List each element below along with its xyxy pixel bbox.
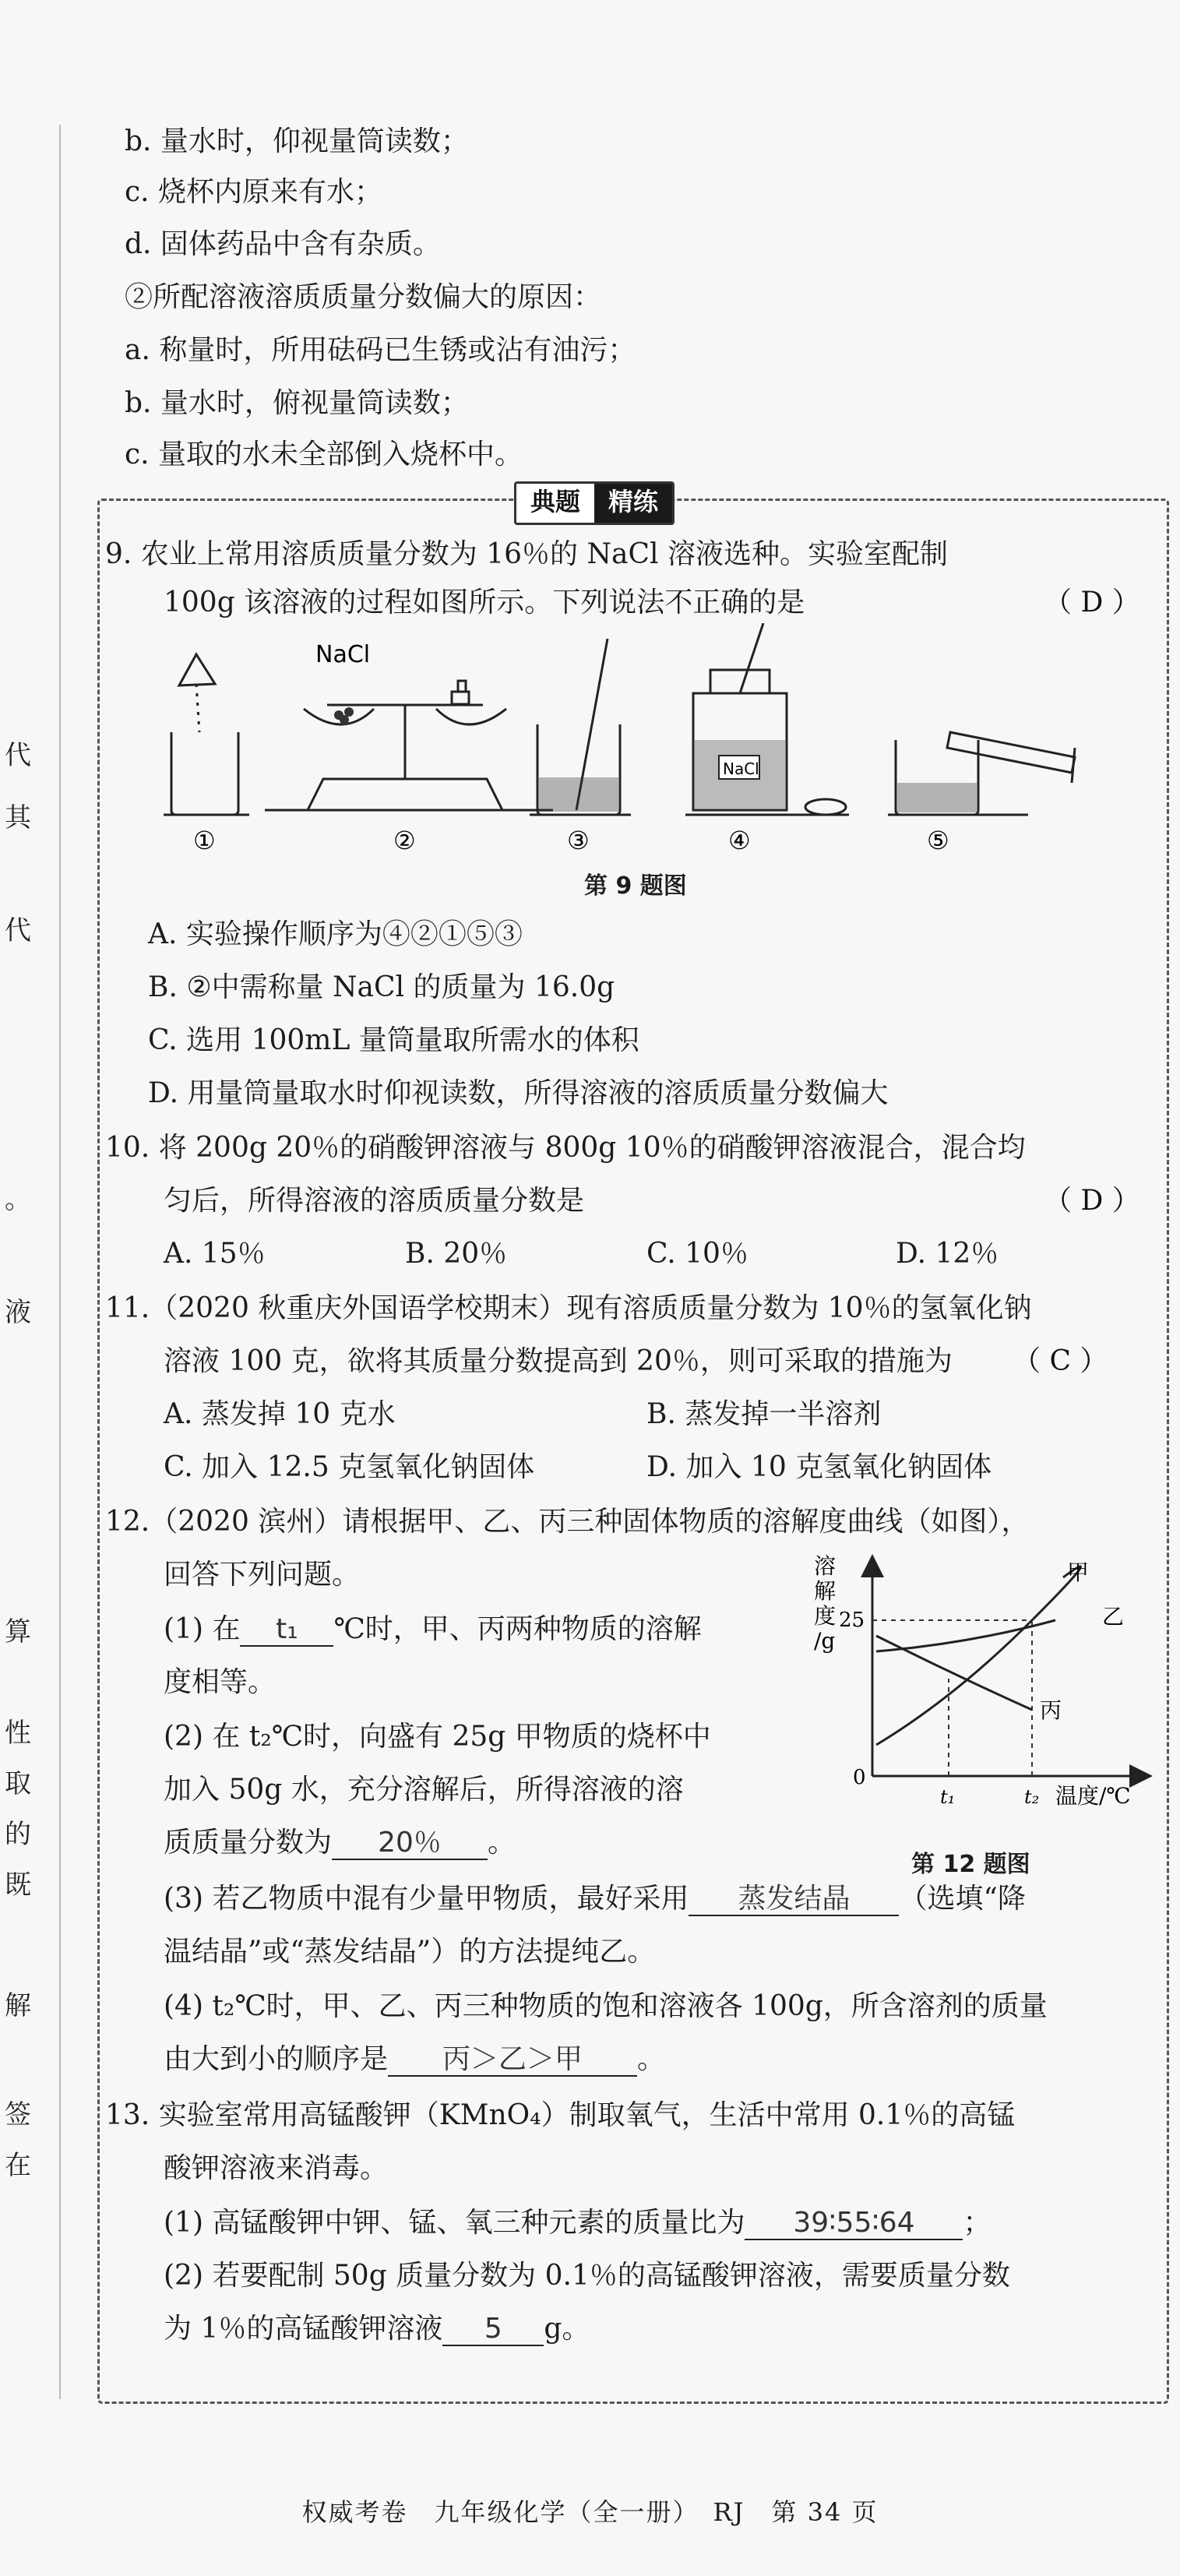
margin-char: 签: [5, 2099, 31, 2130]
q10-stem: 10. 将 200g 20％的硝酸钾溶液与 800g 10％的硝酸钾溶液混合，混合均: [105, 1132, 1026, 1164]
margin-char: 其: [5, 802, 31, 833]
q11-option: B. 蒸发掉一半溶剂: [646, 1398, 882, 1430]
q11-option: C. 加入 12.5 克氢氧化钠固体: [164, 1451, 535, 1483]
q12-blank-2: 20％: [332, 1827, 488, 1860]
text-line: ②所配溶液溶质质量分数偏大的原因：: [125, 281, 602, 313]
q11-stem: 溶液 100 克，欲将其质量分数提高到 20％，则可采取的措施为: [164, 1345, 953, 1377]
section-badge: [514, 481, 675, 525]
q12-p4c: 。: [637, 2043, 666, 2075]
series-label-yi: 乙: [1102, 1604, 1125, 1630]
q12-p4a: (4) t₂℃时，甲、乙、丙三种物质的饱和溶液各 100g，所含溶剂的质量: [164, 1990, 1048, 2022]
q13-part2-end: [164, 2312, 590, 2346]
q13-p1b: ；: [963, 2207, 992, 2239]
q10-option: B. 20％: [405, 1238, 508, 1270]
text-line: a. 称量时，所用砝码已生锈或沾有油污；: [125, 334, 636, 366]
q12-p3c: 温结晶”或“蒸发结晶”）的方法提纯乙。: [164, 1936, 656, 1968]
q13-p2c: g。: [544, 2313, 590, 2345]
margin-char: 既: [5, 1869, 31, 1901]
step-label: ⑤: [927, 826, 949, 855]
jar-label: NaCl: [723, 759, 759, 778]
curve-bing: [876, 1636, 1032, 1710]
text-line: c. 量取的水未全部倒入烧杯中。: [125, 439, 523, 470]
q13-p2a: (2) 若要配制 50g 质量分数为 0.1％的高锰酸钾溶液，需要质量分数: [164, 2260, 1010, 2292]
y-label: 溶: [814, 1553, 837, 1579]
margin-char: 算: [5, 1616, 31, 1647]
q12-p2d: 。: [488, 1827, 516, 1859]
q12-stem: 回答下列问题。: [164, 1559, 361, 1591]
q12-blank-1: t₁: [240, 1614, 333, 1647]
nacl-label: NaCl: [315, 641, 371, 668]
text-line: b. 量水时，仰视量筒读数；: [125, 125, 469, 157]
y-label: 解: [814, 1578, 837, 1604]
y-tick-25: 25: [839, 1609, 865, 1632]
q13-stem: 13. 实验室常用高锰酸钾（KMnO₄）制取氧气，生活中常用 0.1％的高锰: [105, 2099, 1016, 2131]
margin-char: 。: [5, 1184, 31, 1215]
margin-char: 代: [5, 915, 31, 946]
badge-right: 精练: [594, 484, 672, 523]
q9-caption: 第 9 题图: [584, 872, 687, 900]
q12-p3b: （选填“降: [899, 1883, 1026, 1915]
text-line: c. 烧杯内原来有水；: [125, 176, 383, 208]
margin-rule: [59, 125, 61, 2399]
margin-char: 液: [5, 1297, 31, 1328]
q12-p1c: 度相等。: [164, 1666, 277, 1698]
q11-answer: （ C ）: [1013, 1345, 1108, 1377]
q11-option: A. 蒸发掉 10 克水: [164, 1398, 396, 1430]
x-label: 温度/℃: [1055, 1783, 1131, 1809]
q12-stem: 12.（2020 滨州）请根据甲、乙、丙三种固体物质的溶解度曲线（如图），: [105, 1506, 1030, 1538]
q9-option: D. 用量筒量取水时仰视读数，所得溶液的溶质质量分数偏大: [148, 1077, 889, 1109]
q12-p3a: (3) 若乙物质中混有少量甲物质，最好采用: [164, 1883, 689, 1915]
margin-char: 性: [5, 1718, 31, 1749]
text-line: b. 量水时，俯视量筒读数；: [125, 387, 469, 419]
q12-p2b: 加入 50g 水，充分溶解后，所得溶液的溶: [164, 1774, 684, 1806]
q11-stem: 11.（2020 秋重庆外国语学校期末）现有溶质质量分数为 10％的氢氧化钠: [105, 1292, 1032, 1324]
q12-caption: 第 12 题图: [911, 1851, 1030, 1878]
text-line: d. 固体药品中含有杂质。: [125, 228, 441, 260]
q12-solubility-graph: [798, 1550, 1157, 1838]
q12-p1b: ℃时，甲、丙两种物质的溶解: [333, 1613, 702, 1645]
q9-option: A. 实验操作顺序为④②①⑤③: [148, 918, 523, 950]
q12-p4b: 由大到小的顺序是: [164, 2043, 389, 2075]
series-label-jia: 甲: [1067, 1559, 1090, 1585]
q9-option: B. ②中需称量 NaCl 的质量为 16.0g: [148, 971, 615, 1003]
x-tick-t1: t₁: [940, 1786, 956, 1808]
series-label-bing: 丙: [1040, 1697, 1062, 1723]
q12-p1a: (1) 在: [164, 1613, 241, 1645]
q12-p2c: 质质量分数为: [164, 1827, 333, 1859]
q9-stem: 100g 该溶液的过程如图所示。下列说法不正确的是: [164, 587, 805, 618]
origin-label: 0: [853, 1766, 866, 1789]
step-label: ④: [728, 826, 751, 855]
q10-answer: （ D ）: [1044, 1185, 1140, 1217]
q11-option: D. 加入 10 克氢氧化钠固体: [646, 1451, 992, 1483]
q10-option: A. 15％: [164, 1238, 266, 1270]
page-footer: 权威考卷 九年级化学（全一册） RJ 第 34 页: [301, 2497, 879, 2527]
y-label: /g: [814, 1628, 836, 1654]
margin-char: 在: [5, 2150, 31, 2181]
q10-option: D. 12％: [896, 1238, 999, 1270]
step-label: ②: [393, 826, 416, 855]
y-label: 度: [814, 1603, 837, 1629]
q12-part4-end: [164, 2042, 665, 2077]
q13-p2b: 为 1％的高锰酸钾溶液: [164, 2313, 443, 2345]
margin-char: 代: [5, 740, 31, 771]
q10-stem: 匀后，所得溶液的溶质质量分数是: [164, 1185, 585, 1217]
q10-option: C. 10％: [646, 1238, 749, 1270]
q13-p1a: (1) 高锰酸钾中钾、锰、氧三种元素的质量比为: [164, 2207, 745, 2239]
q13-blank-1: 39∶55∶64: [745, 2208, 963, 2240]
q12-blank-4: 丙＞乙＞甲: [388, 2044, 637, 2077]
q12-part1: [164, 1612, 702, 1647]
x-tick-t2: t₂: [1024, 1786, 1040, 1808]
step-label: ①: [193, 826, 216, 855]
q13-blank-2: 5: [442, 2313, 544, 2346]
q9-answer: （ D ）: [1044, 587, 1140, 618]
q12-part3: [164, 1882, 1026, 1916]
q12-p2a: (2) 在 t₂℃时，向盛有 25g 甲物质的烧杯中: [164, 1721, 711, 1753]
q12-blank-3: 蒸发结晶: [689, 1884, 899, 1916]
q13-stem: 酸钾溶液来消毒。: [164, 2152, 389, 2184]
q9-stem: 9. 农业上常用溶质质量分数为 16％的 NaCl 溶液选种。实验室配制: [105, 538, 948, 570]
margin-char: 解: [5, 1990, 31, 2021]
margin-char: 取: [5, 1768, 31, 1799]
margin-char: 的: [5, 1819, 31, 1850]
step-label: ③: [567, 826, 590, 855]
q9-figure: [148, 623, 1129, 857]
q13-part1: [164, 2206, 991, 2240]
badge-left: 典题: [516, 484, 594, 523]
q12-part2-end: [164, 1826, 516, 1860]
q9-option: C. 选用 100mL 量筒量取所需水的体积: [148, 1024, 639, 1056]
